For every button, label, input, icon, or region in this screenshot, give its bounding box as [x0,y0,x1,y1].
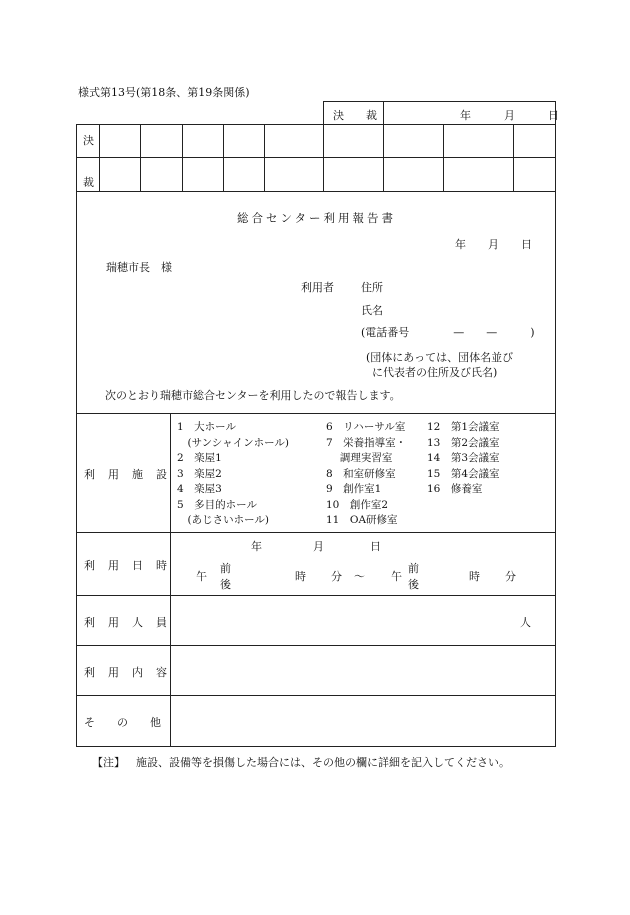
dt-minute1: 分 [331,570,342,583]
other-label: その他 [84,716,183,729]
dt-year: 年 [251,540,262,553]
dt-tilde: ～ [354,570,365,583]
facility-item: 2 楽屋1 [177,452,222,464]
kessai-stamp-grid [76,124,556,192]
facility-list-col2 [326,420,406,529]
name-label: 氏名 [361,304,383,317]
facility-item: 9 創作室1 [326,483,382,495]
dt-ampm2-a: 午 [391,570,402,583]
datetime-label: 利用日時 [84,559,180,572]
dt-ampm2-c: 後 [408,578,419,591]
group-note-line2: に代表者の住所及び氏名) [372,366,498,379]
footnote-text: 施設、設備等を損傷した場合には、その他の欄に詳細を記入してください。 [136,756,510,769]
dt-ampm2-b: 前 [408,562,419,575]
people-unit: 人 [520,616,531,629]
facility-item: 15 第4会議室 [427,467,500,480]
facility-item: (あじさいホール) [177,514,269,526]
facility-item: 11 OA研修室 [326,514,398,526]
facility-item: 1 大ホール [177,421,236,433]
facility-item: 6 リハーサル室 [326,421,406,433]
facility-item: 5 多目的ホール [177,498,257,511]
dt-hour2: 時 [469,570,480,583]
facility-item: (サンシャインホール) [177,436,289,449]
addressee: 瑞穂市長 様 [106,261,172,274]
facility-item: 3 楽屋2 [177,467,222,480]
content-label: 利用内容 [84,666,180,679]
facility-label: 利用施設 [84,468,180,481]
phone-label: (電話番号 — — ) [361,326,535,339]
report-statement: 次のとおり瑞穂市総合センターを利用したので報告します。 [105,389,401,402]
kessai-side-bottom: 裁 [83,176,94,189]
dt-hour1: 時 [295,570,306,583]
people-label: 利用人員 [84,616,180,629]
facility-item: 14 第3会議室 [427,452,500,464]
facility-item: 12 第1会議室 [427,421,500,433]
dt-ampm1-b: 前 [220,562,231,575]
facility-item: 10 創作室2 [326,498,389,511]
facility-item: 4 楽屋3 [177,483,222,495]
form-number: 様式第13号(第18条、第19条関係) [78,86,250,99]
dt-ampm1-c: 後 [220,578,231,591]
kessai-side-top: 決 [83,134,94,147]
address-label: 住所 [361,281,383,294]
facility-item: 調理実習室 [326,452,393,464]
facility-item: 13 第2会議室 [427,436,500,449]
dt-day: 日 [370,540,381,553]
dt-minute2: 分 [505,570,516,583]
footnote-tag: 【注】 [92,756,125,769]
facility-list-col1 [177,420,289,529]
dt-ampm1-a: 午 [196,570,207,583]
facility-item: 7 栄養指導室・ [326,436,407,449]
facility-item: 8 和室研修室 [326,467,396,480]
kessai-header-date: 年 月 日 [460,109,559,122]
group-note-line1: (団体にあっては、団体名並び [366,351,514,364]
report-title: 総合センター利用報告書 [237,211,397,225]
user-label: 利用者 [301,281,334,294]
kessai-header-label: 決 裁 [333,109,377,122]
dt-month: 月 [313,540,324,553]
report-date: 年 月 日 [455,238,532,251]
facility-list-col3 [427,420,500,498]
facility-item: 16 修養室 [427,483,483,495]
